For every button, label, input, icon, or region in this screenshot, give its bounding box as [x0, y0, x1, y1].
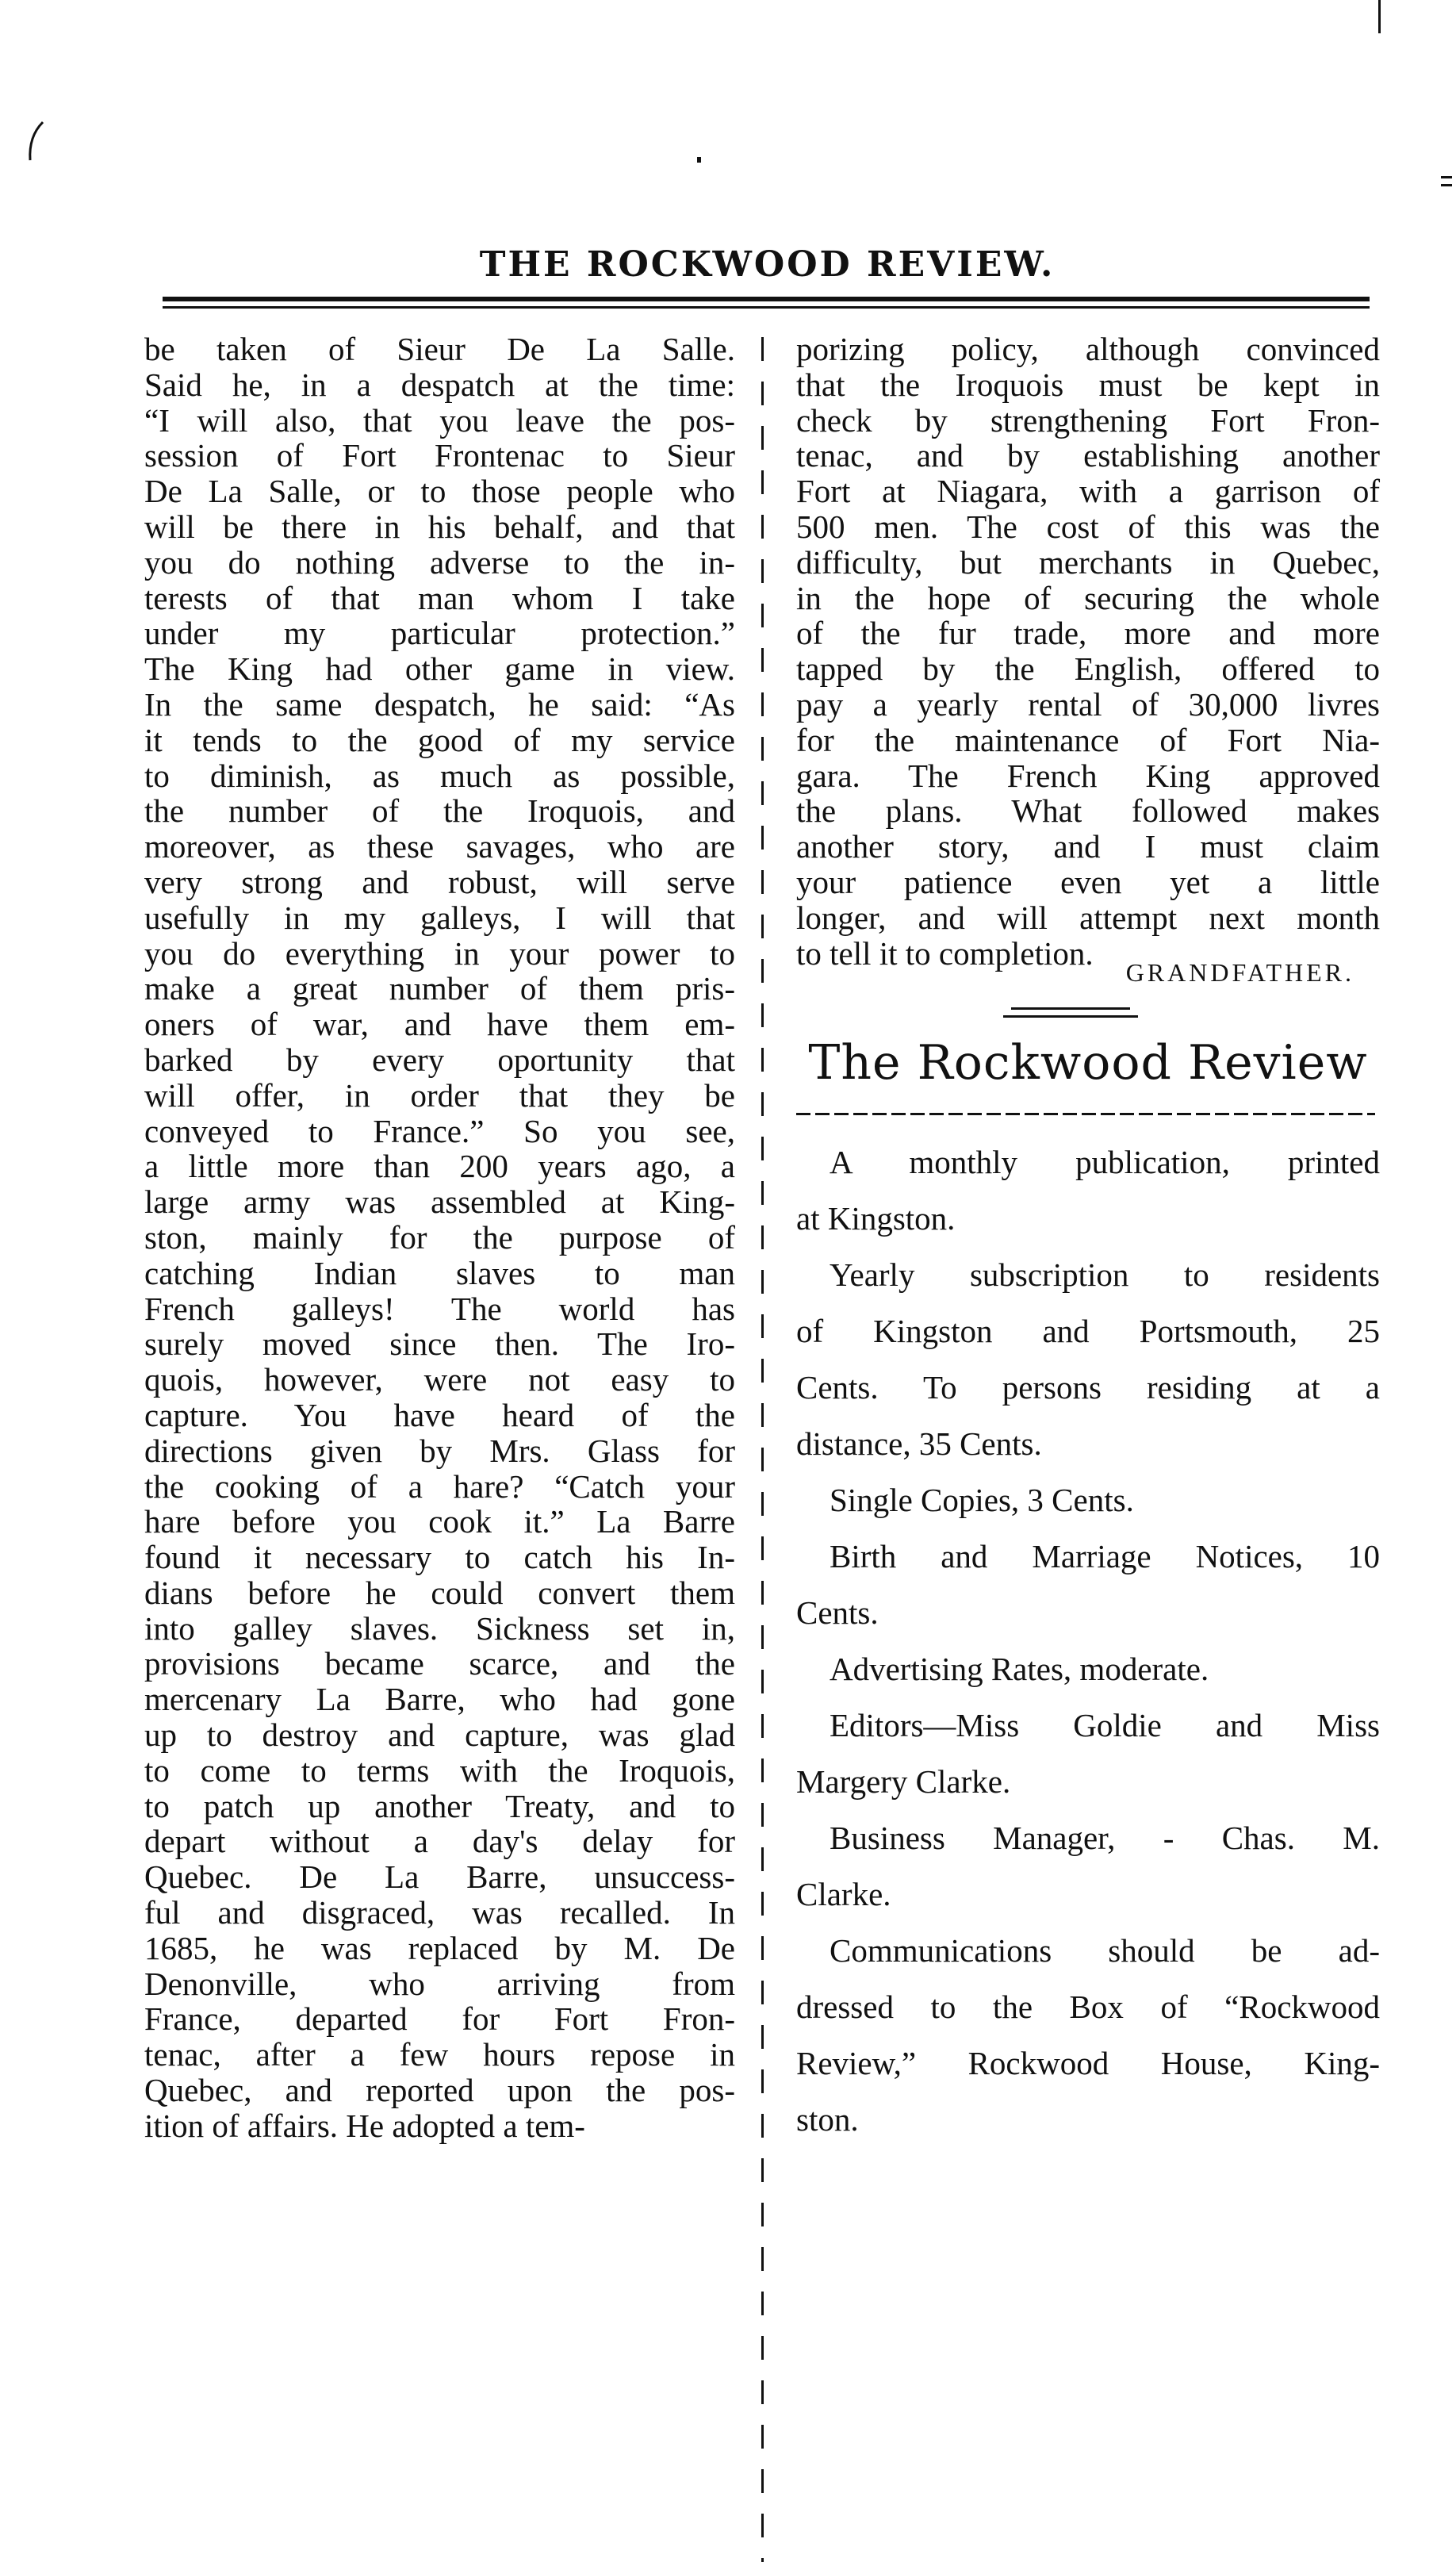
notice-line: dressed to the Box of “Rockwood [796, 1989, 1380, 2025]
text-line: of the fur trade, more and more [796, 615, 1380, 652]
text-line: hare before you cook it.” La Barre [144, 1503, 735, 1540]
text-line: it tends to the good of my service [144, 721, 735, 758]
text-line: provisions became scarce, and the [144, 1645, 735, 1682]
signature: GRANDFATHER. [1125, 958, 1354, 987]
notice-line: Single Copies, 3 Cents. [830, 1482, 1134, 1518]
notice-line: Birth and Marriage Notices, 10 [830, 1538, 1380, 1574]
text-line: under my particular protection.” [144, 615, 735, 652]
header-rule [163, 297, 1370, 301]
text-line: up to destroy and capture, was glad [144, 1716, 735, 1754]
text-line: the number of the Iroquois, and [144, 792, 735, 830]
text-line: Said he, in a despatch at the time: [144, 366, 735, 403]
text-line: gara. The French King approved [796, 757, 1380, 794]
ornament-rule [1003, 1015, 1138, 1018]
scan-mark [1441, 176, 1452, 178]
text-line: that the Iroquois must be kept in [796, 366, 1380, 403]
text-line: difficulty, but merchants in Quebec, [796, 543, 1380, 581]
scan-mark [697, 157, 701, 163]
text-line: surely moved since then. The Iro- [144, 1325, 735, 1363]
text-line: to come to terms with the Iroquois, [144, 1751, 735, 1789]
notice-line: A monthly publication, printed [830, 1144, 1380, 1180]
text-line: conveyed to France.” So you see, [144, 1112, 735, 1149]
text-line: will offer, in order that they be [144, 1076, 735, 1114]
text-line: be taken of Sieur De La Salle. [144, 331, 735, 367]
text-line: 1685, he was replaced by M. De [144, 1929, 735, 1966]
notice-paragraph [796, 1472, 1380, 1528]
text-line: oners of war, and have them em- [144, 1006, 735, 1043]
notice-paragraph [796, 1697, 1380, 1810]
text-line: moreover, as these savages, who are [144, 828, 735, 865]
notice-paragraph [796, 1923, 1380, 2148]
notice-line: Communications should be ad- [830, 1932, 1380, 1969]
text-line: will be there in his behalf, and that [144, 508, 735, 545]
notice-line: Clarke. [796, 1876, 891, 1912]
text-line: Fort at Niagara, with a garrison of [796, 473, 1380, 510]
masthead-title: The Rockwood Review [808, 1035, 1368, 1091]
notice-line: Review,” Rockwood House, King- [796, 2045, 1380, 2081]
text-line: ston, mainly for the purpose of [144, 1218, 735, 1256]
text-line: to diminish, as much as possible, [144, 757, 735, 794]
text-line: terests of that man whom I take [144, 579, 735, 616]
text-line: directions given by Mrs. Glass for [144, 1432, 735, 1469]
text-line: you do nothing adverse to the in- [144, 543, 735, 581]
notice-line: Cents. [796, 1594, 879, 1631]
text-line: catching Indian slaves to man [144, 1254, 735, 1291]
text-line: In the same despatch, he said: “As [144, 685, 735, 723]
text-line: France, departed for Fort Fron- [144, 2000, 735, 2038]
text-line: a little more than 200 years ago, a [144, 1148, 735, 1185]
notice-paragraph [796, 1641, 1380, 1697]
text-line: Denonville, who arriving from [144, 1965, 735, 2002]
text-line: pay a yearly rental of 30,000 livres [796, 685, 1380, 723]
text-line: “I will also, that you leave the pos- [144, 401, 735, 439]
text-line: the cooking of a hare? “Catch your [144, 1467, 735, 1505]
left-column [144, 332, 735, 2144]
text-line: Quebec, and reported upon the pos- [144, 2072, 735, 2109]
text-line: another story, and I must claim [796, 828, 1380, 865]
text-line: tenac, after a few hours repose in [144, 2036, 735, 2073]
notice-line: of Kingston and Portsmouth, 25 [796, 1313, 1380, 1349]
text-line: large army was assembled at King- [144, 1183, 735, 1221]
ornament-rule [1011, 1007, 1130, 1010]
text-line: The King had other game in view. [144, 650, 735, 688]
scan-mark [1441, 184, 1452, 186]
text-line: De La Salle, or to those people who [144, 473, 735, 510]
text-line: your patience even yet a little [796, 863, 1380, 900]
header-rule [163, 306, 1370, 309]
text-line: capture. You have heard of the [144, 1396, 735, 1433]
notice-line: Business Manager, - Chas. M. [830, 1820, 1380, 1856]
text-line: session of Fort Frontenac to Sieur [144, 437, 735, 474]
text-line: longer, and will attempt next month [796, 899, 1380, 936]
text-line: very strong and robust, will serve [144, 863, 735, 900]
running-head: THE ROCKWOOD REVIEW. [479, 244, 1056, 285]
text-line: French galleys! The world has [144, 1290, 735, 1327]
text-line: into galley slaves. Sickness set in, [144, 1609, 735, 1647]
text-line: in the hope of securing the whole [796, 579, 1380, 616]
notice-paragraph [796, 1247, 1380, 1472]
column-divider [761, 337, 764, 2562]
text-line: ition of affairs. He adopted a tem- [144, 2107, 585, 2144]
notice-line: Yearly subscription to residents [830, 1256, 1380, 1293]
text-line: you do everything in your power to [144, 934, 735, 972]
text-line: tenac, and by establishing another [796, 437, 1380, 474]
notice-line: Cents. To persons residing at a [796, 1369, 1380, 1406]
text-line: depart without a day's delay for [144, 1823, 735, 1860]
text-line: ful and disgraced, was recalled. In [144, 1894, 735, 1931]
text-line: usefully in my galleys, I will that [144, 899, 735, 936]
notice-paragraph [796, 1528, 1380, 1641]
text-line: to tell it to completion. [796, 934, 1094, 972]
notice-line: at Kingston. [796, 1200, 956, 1237]
text-line: found it necessary to catch his In- [144, 1539, 735, 1576]
notice-line: Margery Clarke. [796, 1763, 1011, 1800]
text-line: quois, however, were not easy to [144, 1361, 735, 1398]
notice-line: distance, 35 Cents. [796, 1425, 1042, 1462]
text-line: barked by every oportunity that [144, 1041, 735, 1078]
text-line: dians before he could convert them [144, 1574, 735, 1611]
masthead-rule [796, 1113, 1375, 1115]
right-column [796, 332, 1380, 971]
text-line: the plans. What followed makes [796, 792, 1380, 830]
text-line: porizing policy, although convinced [796, 331, 1380, 367]
text-line: tapped by the English, offered to [796, 650, 1380, 688]
text-line: 500 men. The cost of this was the [796, 508, 1380, 545]
text-line: mercenary La Barre, who had gone [144, 1681, 735, 1718]
scan-mark [24, 119, 48, 163]
text-line: for the maintenance of Fort Nia- [796, 721, 1380, 758]
scan-mark [1378, 0, 1381, 33]
notice-line: Editors—Miss Goldie and Miss [830, 1707, 1380, 1743]
notice-paragraph [796, 1134, 1380, 1247]
text-line: make a great number of them pris- [144, 970, 735, 1007]
notice-line: ston. [796, 2101, 859, 2138]
text-line: to patch up another Treaty, and to [144, 1787, 735, 1824]
notice-paragraph [796, 1810, 1380, 1923]
text-line: check by strengthening Fort Fron- [796, 401, 1380, 439]
text-line: Quebec. De La Barre, unsuccess- [144, 1858, 735, 1896]
notice-line: Advertising Rates, moderate. [830, 1651, 1209, 1687]
